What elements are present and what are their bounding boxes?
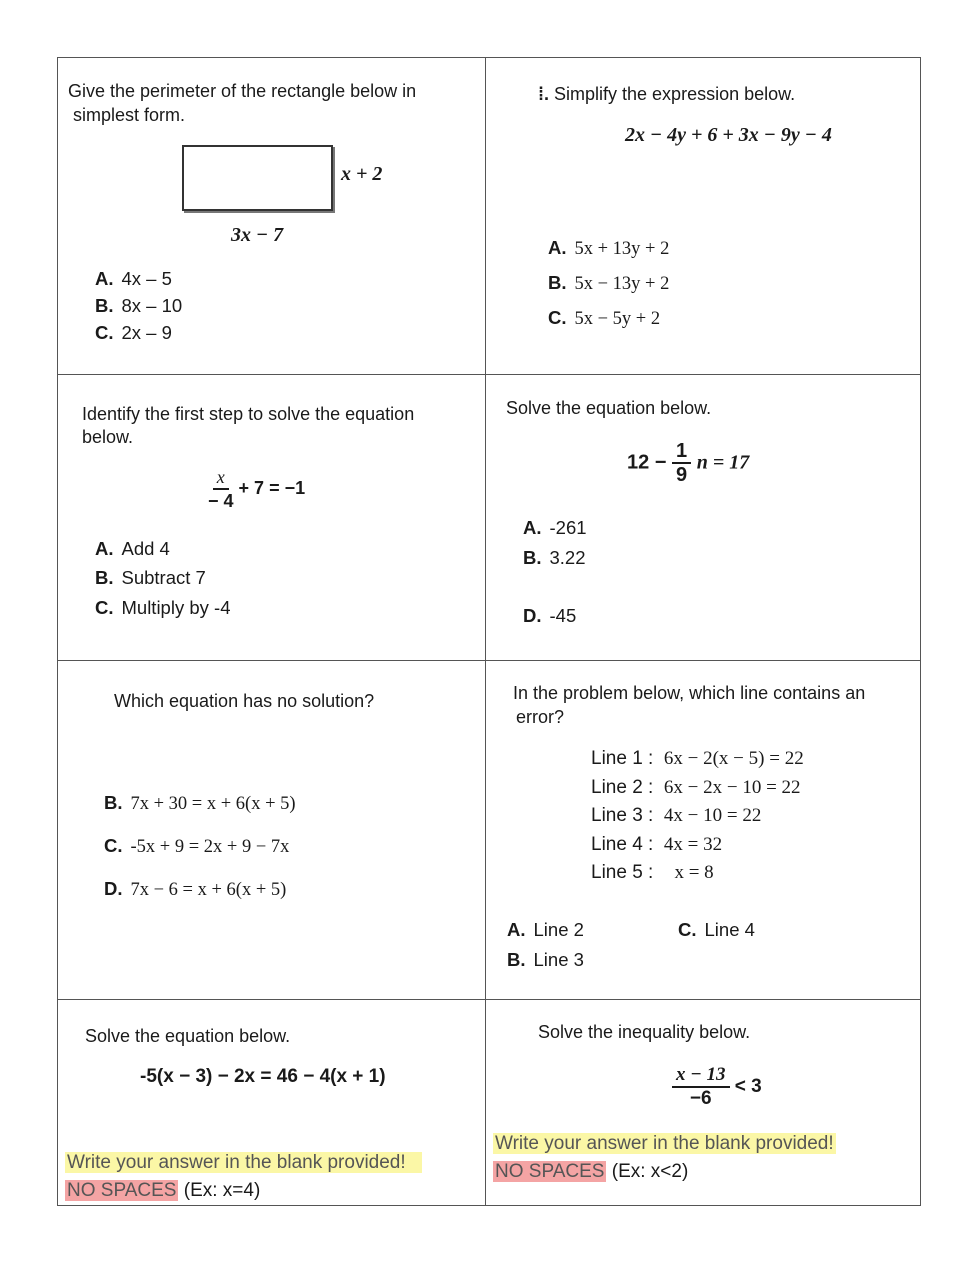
q3-prompt-line2: below. — [82, 427, 134, 447]
q6-option-c[interactable]: C. Line 4 — [678, 919, 755, 940]
q3-option-c[interactable]: C. Multiply by -4 — [95, 597, 231, 618]
q6-line-4: Line 4 : 4x = 32 — [591, 833, 723, 855]
q6-line-1: Line 1 : 6x − 2(x − 5) = 22 — [591, 748, 804, 769]
row-divider-3 — [57, 999, 921, 1000]
rectangle-figure — [182, 145, 333, 211]
q1-option-c[interactable]: C. 2x – 9 — [95, 322, 172, 343]
q1-prompt-line1: Give the perimeter of the rectangle below in — [68, 81, 417, 101]
q8-format-note: NO SPACES (Ex: x<2) — [495, 1161, 689, 1182]
q1-option-b[interactable]: B. 8x – 10 — [95, 295, 183, 316]
q6-line-2: Line 2 : 6x − 2x − 10 = 22 — [591, 776, 801, 798]
q2-option-b[interactable]: B. 5x − 13y + 2 — [548, 272, 670, 294]
q6-prompt-line2: error? — [516, 707, 565, 727]
rectangle-side-label: x + 2 — [341, 163, 383, 185]
column-divider — [485, 57, 486, 1206]
q8-instruction: Write your answer in the blank provided! — [495, 1133, 834, 1154]
q3-option-a[interactable]: A. Add 4 — [95, 538, 170, 559]
row-divider-1 — [57, 374, 921, 375]
q6-prompt-line1: In the problem below, which line contains an — [513, 683, 866, 703]
q2-option-c[interactable]: C. 5x − 5y + 2 — [548, 307, 661, 329]
q4-equation: 12 − $\frac{1}{9}$ n = 17 — [627, 440, 750, 486]
row-divider-2 — [57, 660, 921, 661]
q6-line-3: Line 3 : 4x − 10 = 22 — [591, 805, 762, 826]
q7-format-note: NO SPACES (Ex: x=4) — [67, 1180, 261, 1201]
q5-option-d[interactable]: D. 7x − 6 = x + 6(x + 5) — [104, 878, 287, 900]
q2-expression: 2x − 4y + 6 + 3x − 9y − 4 — [625, 124, 832, 146]
q6-work-lines — [591, 745, 804, 888]
q4-option-a[interactable]: A. -261 — [523, 517, 587, 538]
q4-prompt: Solve the equation below. — [506, 398, 712, 418]
q5-option-b[interactable]: B. 7x + 30 = x + 6(x + 5) — [104, 792, 296, 814]
q1-prompt-line2: simplest form. — [73, 105, 186, 125]
q7-instruction: Write your answer in the blank provided! — [65, 1152, 422, 1174]
q5-prompt: Which equation has no solution? — [114, 691, 375, 711]
q7-equation: -5(x − 3) − 2x = 46 − 4(x + 1) — [140, 1066, 386, 1087]
q8-prompt: Solve the inequality below. — [538, 1022, 751, 1042]
q4-option-d[interactable]: D. -45 — [523, 605, 577, 626]
q6-option-a[interactable]: A. Line 2 — [507, 919, 584, 940]
q4-option-b[interactable]: B. 3.22 — [523, 547, 586, 568]
q2-prompt: ⁞. Simplify the expression below. — [538, 84, 796, 104]
q3-equation: $\frac{x}{- 4}$ + 7 = −1 — [208, 467, 306, 511]
q7-prompt: Solve the equation below. — [85, 1026, 291, 1046]
q3-prompt-line1: Identify the first step to solve the equation — [82, 404, 415, 424]
q2-option-a[interactable]: A. 5x + 13y + 2 — [548, 237, 670, 259]
rectangle-bottom-label: 3x − 7 — [231, 224, 284, 246]
q5-option-c[interactable]: C. -5x + 9 = 2x + 9 − 7x — [104, 835, 290, 857]
q3-option-b[interactable]: B. Subtract 7 — [95, 567, 206, 588]
q8-inequality: $\frac{x - 13}{-6}$ < 3 — [672, 1064, 762, 1110]
q1-option-a[interactable]: A. 4x – 5 — [95, 268, 172, 289]
q6-option-b[interactable]: B. Line 3 — [507, 949, 584, 970]
q6-line-5: Line 5 : x = 8 — [591, 862, 714, 883]
